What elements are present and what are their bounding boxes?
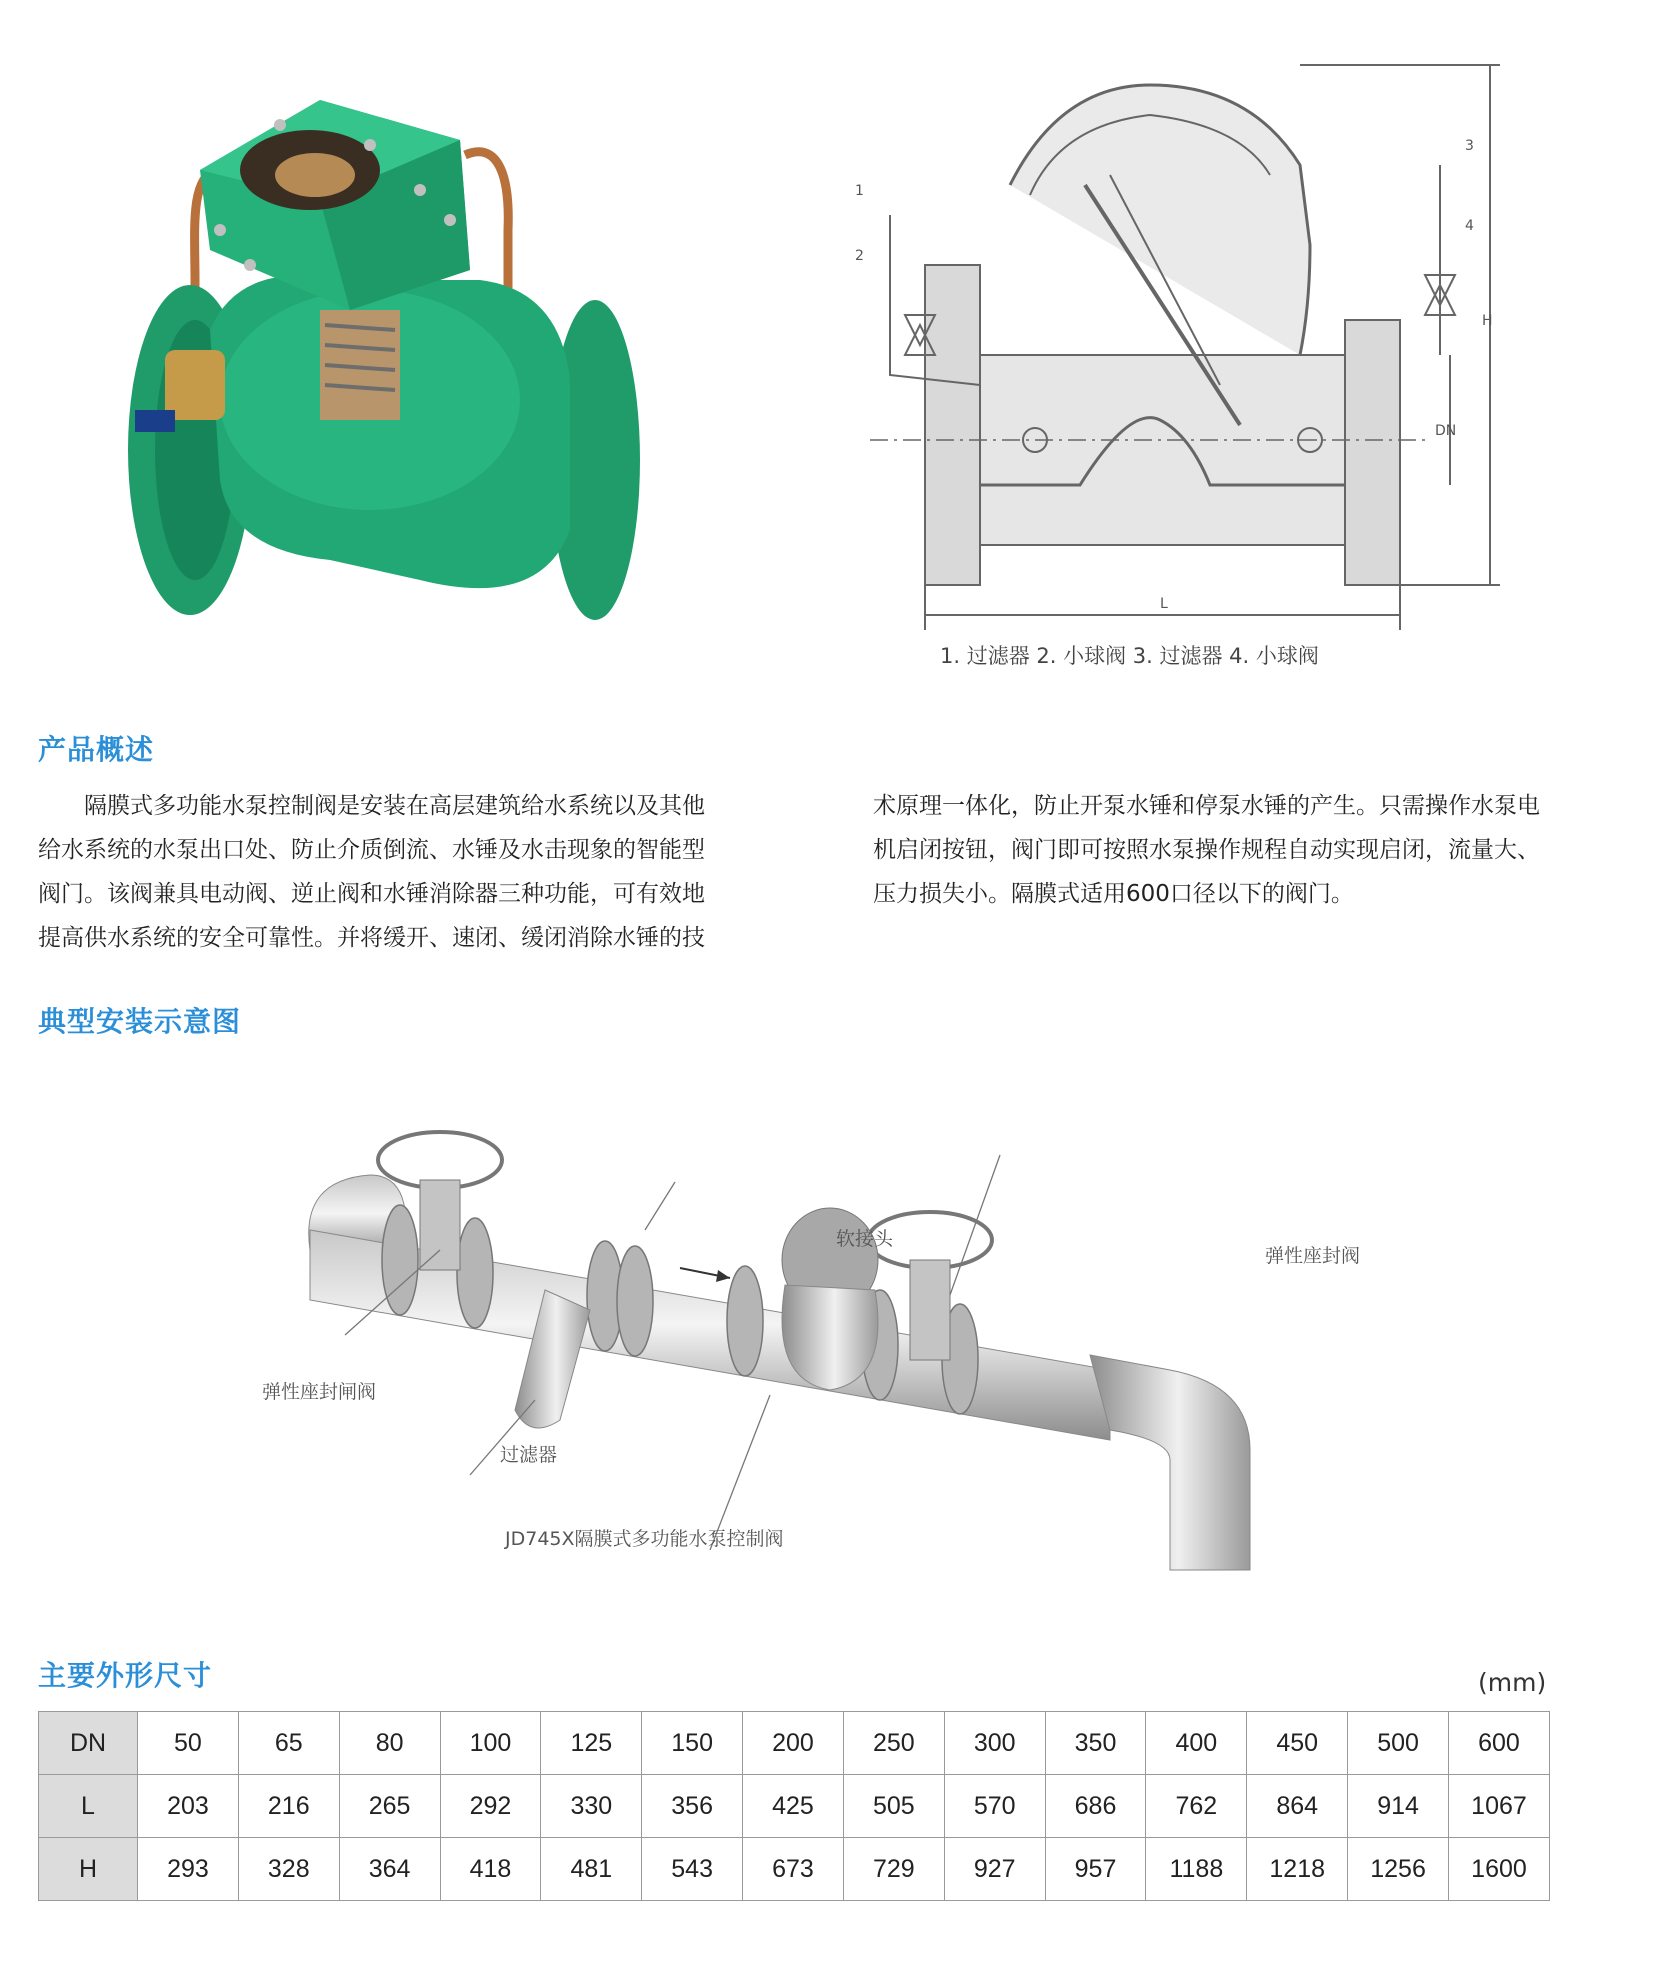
- table-cell: 418: [440, 1838, 541, 1901]
- table-cell: 50: [138, 1712, 239, 1775]
- table-cell: 957: [1045, 1838, 1146, 1901]
- label-resilient-valve-left: 弹性座封闸阀: [262, 1381, 377, 1403]
- table-row: [39, 1775, 1550, 1838]
- table-cell: 1188: [1146, 1838, 1247, 1901]
- table-cell: 927: [944, 1838, 1045, 1901]
- table-cell: 729: [843, 1838, 944, 1901]
- dim-l-label: L: [1160, 596, 1168, 612]
- table-cell: 762: [1146, 1775, 1247, 1838]
- table-cell: 328: [238, 1838, 339, 1901]
- overview-line: 机启闭按钮，阀门即可按照水泵操作规程自动实现启闭，流量大、: [873, 837, 1540, 863]
- table-cell: 673: [743, 1838, 844, 1901]
- table-cell: 450: [1247, 1712, 1348, 1775]
- table-cell: 216: [238, 1775, 339, 1838]
- label-resilient-valve-right: 弹性座封阀: [1265, 1245, 1361, 1267]
- table-cell: 300: [944, 1712, 1045, 1775]
- callout-3: 3: [1465, 138, 1474, 154]
- table-cell: 125: [541, 1712, 642, 1775]
- table-cell: 330: [541, 1775, 642, 1838]
- dim-dn-label: DN: [1435, 423, 1457, 439]
- table-row: [39, 1838, 1550, 1901]
- table-cell: 400: [1146, 1712, 1247, 1775]
- overview-left-text: [38, 784, 705, 960]
- table-cell: 100: [440, 1712, 541, 1775]
- overview-line: 隔膜式多功能水泵控制阀是安装在高层建筑给水系统以及其他: [38, 793, 705, 819]
- table-cell: 265: [339, 1775, 440, 1838]
- table-cell: 350: [1045, 1712, 1146, 1775]
- table-cell: 80: [339, 1712, 440, 1775]
- table-cell: 543: [642, 1838, 743, 1901]
- table-cell: 1218: [1247, 1838, 1348, 1901]
- table-row: [39, 1712, 1550, 1775]
- table-cell: 425: [743, 1775, 844, 1838]
- table-cell: 864: [1247, 1775, 1348, 1838]
- row-header: H: [39, 1838, 138, 1901]
- overview-line: 提高供水系统的安全可靠性。并将缓开、速闭、缓闭消除水锤的技: [38, 925, 705, 951]
- table-cell: 364: [339, 1838, 440, 1901]
- overview-line: 阀门。该阀兼具电动阀、逆止阀和水锤消除器三种功能，可有效地: [38, 881, 705, 907]
- table-cell: 600: [1448, 1712, 1549, 1775]
- table-cell: 1067: [1448, 1775, 1549, 1838]
- installation-diagram: [290, 1120, 1430, 1580]
- valve-section-drawing: [830, 55, 1530, 675]
- overview-title: 产品概述: [38, 733, 155, 766]
- label-filter: 过滤器: [500, 1444, 558, 1466]
- label-soft-joint: 软接头: [836, 1228, 894, 1250]
- table-cell: 150: [642, 1712, 743, 1775]
- table-cell: 1600: [1448, 1838, 1549, 1901]
- table-cell: 500: [1348, 1712, 1449, 1775]
- table-cell: 65: [238, 1712, 339, 1775]
- callout-1: 1: [855, 183, 864, 199]
- table-cell: 914: [1348, 1775, 1449, 1838]
- drawing-legend: 1. 过滤器 2. 小球阀 3. 过滤器 4. 小球阀: [940, 644, 1319, 668]
- table-cell: 200: [743, 1712, 844, 1775]
- valve-product-photo: [120, 80, 640, 650]
- overview-line: 压力损失小。隔膜式适用600口径以下的阀门。: [873, 881, 1354, 907]
- label-control-valve: JD745X隔膜式多功能水泵控制阀: [505, 1528, 784, 1550]
- row-header: L: [39, 1775, 138, 1838]
- table-cell: 1256: [1348, 1838, 1449, 1901]
- table-cell: 250: [843, 1712, 944, 1775]
- table-cell: 686: [1045, 1775, 1146, 1838]
- table-cell: 293: [138, 1838, 239, 1901]
- table-cell: 292: [440, 1775, 541, 1838]
- callout-4: 4: [1465, 218, 1474, 234]
- table-cell: 356: [642, 1775, 743, 1838]
- table-cell: 570: [944, 1775, 1045, 1838]
- dimensions-title: 主要外形尺寸: [38, 1659, 213, 1692]
- install-title: 典型安装示意图: [38, 1005, 242, 1038]
- table-cell: 481: [541, 1838, 642, 1901]
- overview-line: 给水系统的水泵出口处、防止介质倒流、水锤及水击现象的智能型: [38, 837, 705, 863]
- overview-right-text: [873, 784, 1540, 916]
- callout-2: 2: [855, 248, 864, 264]
- dimensions-table: [38, 1711, 1550, 1901]
- table-cell: 203: [138, 1775, 239, 1838]
- overview-line: 术原理一体化，防止开泵水锤和停泵水锤的产生。只需操作水泵电: [873, 793, 1540, 819]
- row-header: DN: [39, 1712, 138, 1775]
- dim-h-label: H: [1482, 313, 1493, 329]
- dimensions-unit: (mm): [1478, 1668, 1547, 1697]
- table-cell: 505: [843, 1775, 944, 1838]
